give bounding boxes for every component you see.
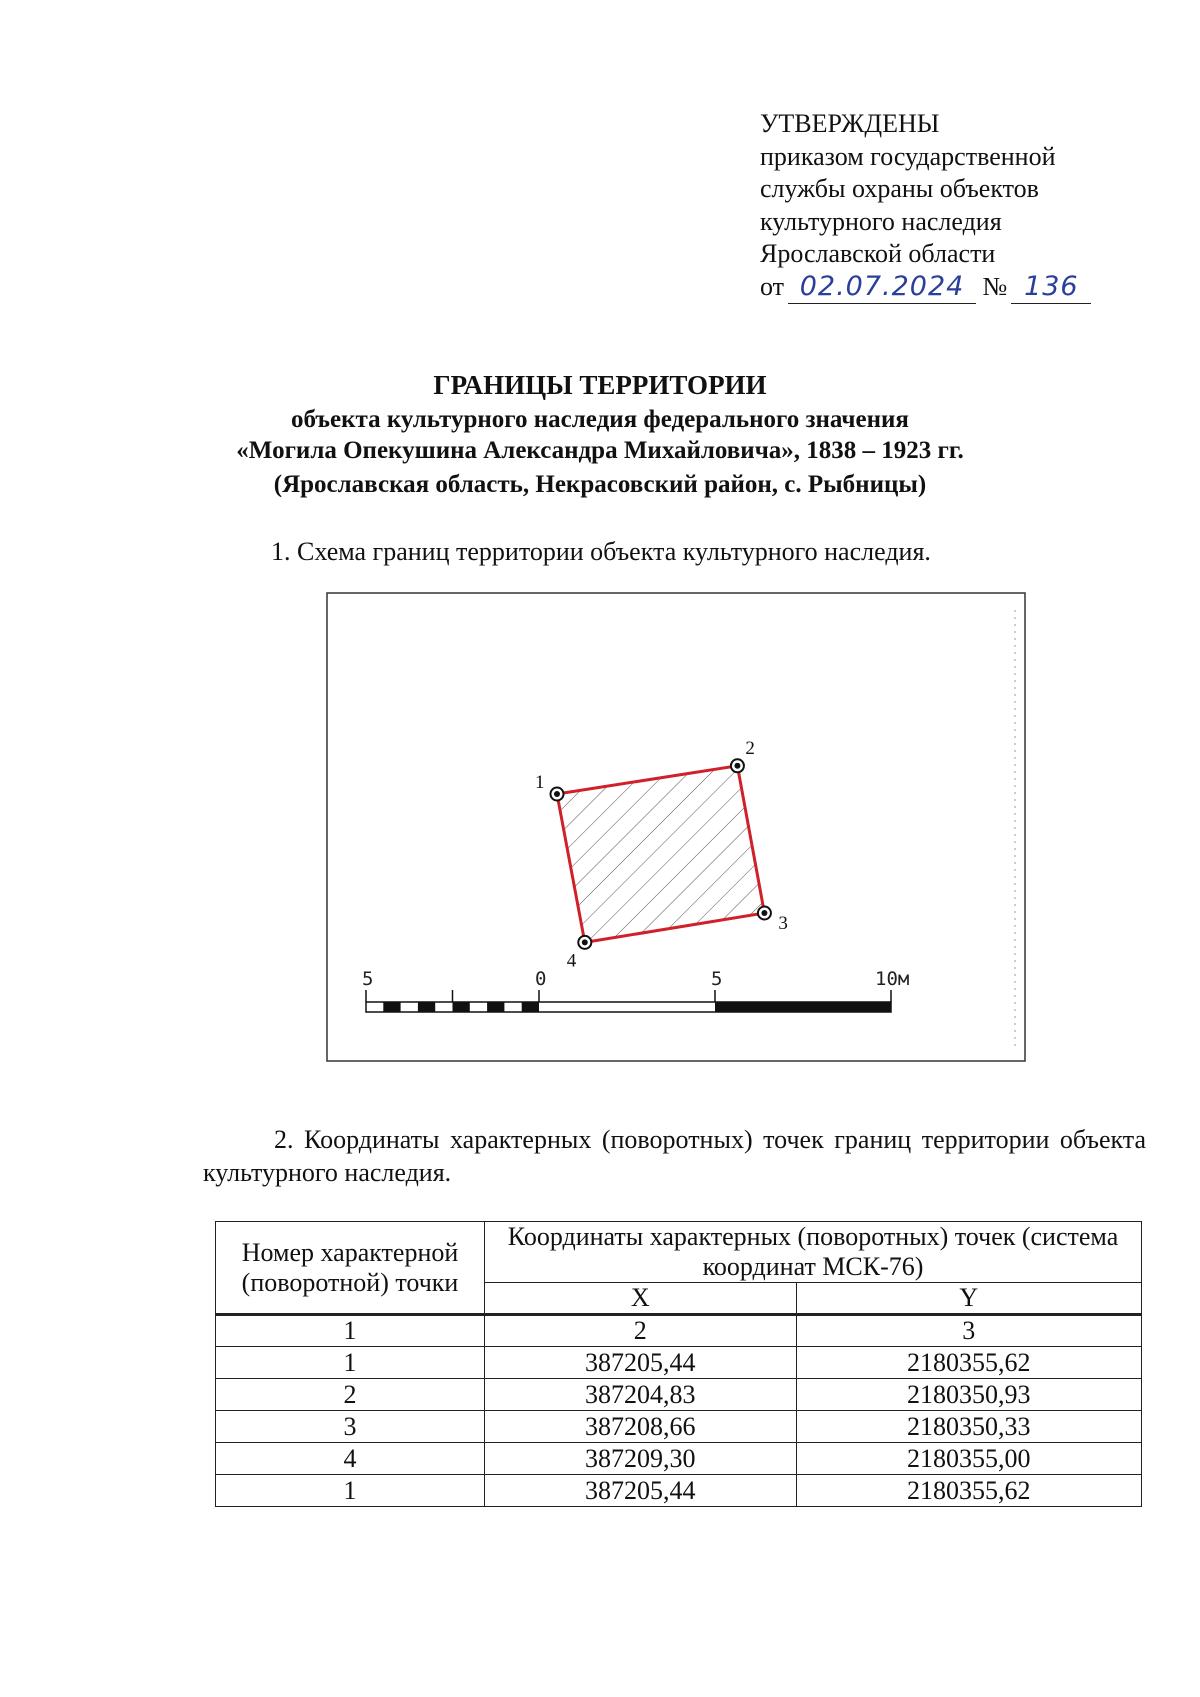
territory-hatch xyxy=(557,766,764,943)
boundary-scheme xyxy=(326,592,1026,1062)
boundary-point-dot xyxy=(734,763,740,769)
document-subtitle-3: (Ярославская область, Некрасовский район, с. Рыбницы) xyxy=(273,471,927,498)
point-number-cell: 3 xyxy=(216,1411,485,1443)
section-2 xyxy=(203,1123,1146,1189)
point-number-cell: 2 xyxy=(216,1379,485,1411)
document-title: ГРАНИЦЫ ТЕРРИТОРИИ xyxy=(433,370,767,400)
approval-block xyxy=(760,108,1091,304)
boundary-point-dot xyxy=(582,939,588,945)
table-row xyxy=(216,1475,1142,1507)
x-cell: 387204,83 xyxy=(485,1379,797,1411)
header-y: Y xyxy=(796,1283,1141,1315)
territory-polygon xyxy=(557,766,764,943)
approval-date-line xyxy=(760,271,1091,305)
approval-heading: УТВЕРЖДЕНЫ xyxy=(760,109,940,138)
approval-number: 136 xyxy=(1011,271,1091,305)
table-row xyxy=(216,1347,1142,1379)
x-cell: 387205,44 xyxy=(485,1475,797,1507)
boundary-point-label: 3 xyxy=(778,913,788,935)
approval-date: 02.07.2024 xyxy=(788,271,976,305)
section-1-heading: 1. Схема границ территории объекта культурного наследия. xyxy=(271,537,931,566)
scale-bar-label: 10м xyxy=(875,968,910,990)
table-row xyxy=(216,1411,1142,1443)
y-cell: 2180355,62 xyxy=(796,1475,1141,1507)
boundary-point-dot xyxy=(554,791,560,797)
scale-bar-segment xyxy=(383,1002,400,1012)
column-index: 1 xyxy=(216,1315,485,1347)
scale-bar-segment xyxy=(453,1002,470,1012)
boundary-point-label: 1 xyxy=(535,772,545,793)
approval-from-label: от xyxy=(760,271,785,301)
scale-bar-label: 0 xyxy=(535,968,547,990)
header-point-number: Номер характерной (поворотной) точки xyxy=(216,1222,485,1315)
y-cell: 2180355,62 xyxy=(796,1347,1141,1379)
table-row xyxy=(216,1443,1142,1475)
scale-bar xyxy=(362,968,909,1012)
scale-bar-segment xyxy=(487,1002,504,1012)
x-cell: 387209,30 xyxy=(485,1443,797,1475)
y-cell: 2180350,33 xyxy=(796,1411,1141,1443)
scale-bar-label: 5 xyxy=(711,968,723,990)
y-cell: 2180355,00 xyxy=(796,1443,1141,1475)
x-cell: 387205,44 xyxy=(485,1347,797,1379)
section-2-text: 2. Координаты характерных (поворотных) точек границ территории объекта культурного наследия. xyxy=(203,1125,1146,1187)
point-number-cell: 1 xyxy=(216,1347,485,1379)
scale-bar-segment xyxy=(522,1002,539,1012)
header-coordinates: Координаты характерных (поворотных) точек (система координат МСК-76) xyxy=(485,1222,1142,1283)
point-number-cell: 4 xyxy=(216,1443,485,1475)
document-subtitle-2: «Могила Опекушина Александра Михайловича», 1838 – 1923 гг. xyxy=(236,437,964,464)
scale-bar-segment xyxy=(418,1002,435,1012)
approval-line-2: службы охраны объектов xyxy=(760,174,1039,203)
approval-line-4: Ярославской области xyxy=(760,239,996,268)
boundary-point-label: 2 xyxy=(745,737,755,759)
table-row xyxy=(216,1379,1142,1411)
column-index: 3 xyxy=(796,1315,1141,1347)
approval-number-sign: № xyxy=(982,271,1008,301)
boundary-point-dot xyxy=(761,910,767,916)
approval-line-1: приказом государственной xyxy=(760,141,1056,171)
scale-bar-label: 5 xyxy=(362,968,374,990)
point-number-cell: 1 xyxy=(216,1475,485,1507)
approval-line-3: культурного наследия xyxy=(760,206,1002,236)
column-index: 2 xyxy=(485,1315,797,1347)
y-cell: 2180350,93 xyxy=(796,1379,1141,1411)
column-index-row xyxy=(216,1315,1142,1347)
document-subtitle-1: объекта культурного наследия федерального значения xyxy=(291,406,909,433)
scale-bar-segment xyxy=(715,1002,891,1012)
coordinates-table xyxy=(215,1221,1142,1507)
header-x: X xyxy=(485,1283,797,1315)
x-cell: 387208,66 xyxy=(485,1411,797,1443)
boundary-point-label: 4 xyxy=(566,950,577,972)
